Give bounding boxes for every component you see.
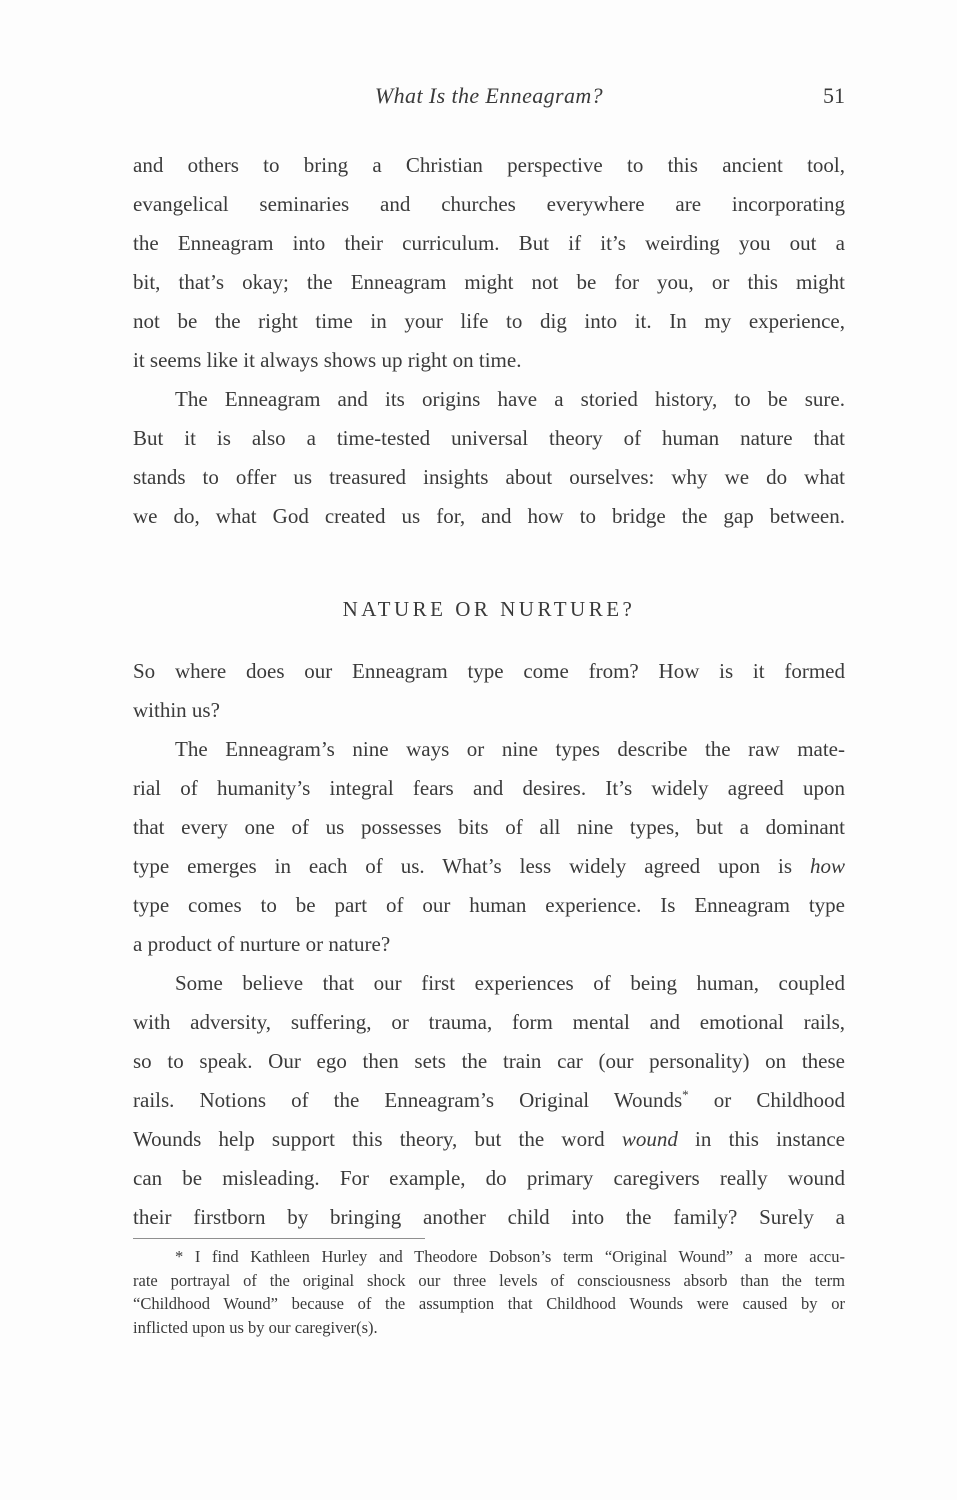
text-segment: rial of humanity’s integral fears and desires. It’s widely agreed upon [133, 776, 845, 800]
text-segment: Some believe that our first experiences of being human, coupled [175, 971, 845, 995]
paragraphs-after-heading [133, 652, 845, 1237]
text-line [133, 808, 845, 847]
footnote-rule [133, 1238, 425, 1239]
text-segment: within us? [133, 698, 220, 722]
text-line [133, 185, 845, 224]
text-segment: in this instance [677, 1127, 845, 1151]
text-segment: that every one of us possesses bits of all nine types, but a dominant [133, 815, 845, 839]
page-header [133, 82, 845, 112]
text-segment: rate portrayal of the original shock our three levels of consciousness absorb than the term [133, 1270, 845, 1290]
text-segment: rails. Notions of the Enneagram’s Original Wounds [133, 1088, 683, 1112]
text-line [133, 1245, 845, 1269]
text-segment: their firstborn by bringing another child into the family? Surely a [133, 1205, 845, 1229]
footnote-lines [133, 1245, 845, 1339]
text-line [133, 1120, 845, 1159]
footnote-marker: * [682, 1087, 689, 1102]
text-segment: bit, that’s okay; the Enneagram might not be for you, or this might [133, 270, 845, 294]
text-line [133, 1269, 845, 1293]
text-segment: type comes to be part of our human experience. Is Enneagram type [133, 893, 845, 917]
text-line [133, 1003, 845, 1042]
paragraph [133, 380, 845, 536]
text-line [133, 1042, 845, 1081]
text-line [133, 302, 845, 341]
paragraphs-before-heading [133, 146, 845, 536]
text-line [133, 847, 845, 886]
text-segment: “Childhood Wound” because of the assumption that Childhood Wounds were caused by or [133, 1294, 845, 1313]
text-segment: so to speak. Our ego then sets the train car (our personality) on these [133, 1049, 845, 1073]
text-segment: can be misleading. For example, do primary caregivers really wound [133, 1166, 845, 1190]
text-line [133, 380, 845, 419]
text-line [133, 886, 845, 925]
paragraph [133, 146, 845, 380]
paragraph [133, 964, 845, 1237]
text-line [133, 1198, 845, 1237]
text-line [133, 419, 845, 458]
text-line [133, 1316, 845, 1340]
text-segment: * I find Kathleen Hurley and Theodore Dobson’s term “Original Wound” a more accu- [175, 1247, 845, 1266]
body-text [133, 146, 845, 1237]
text-segment: The Enneagram and its origins have a storied history, to be sure. [175, 387, 845, 411]
italic-text: wound [621, 1127, 678, 1151]
text-segment: stands to offer us treasured insights about ourselves: why we do what [133, 465, 845, 489]
text-line [133, 341, 845, 380]
text-segment: and others to bring a Christian perspective to this ancient tool, [133, 153, 845, 177]
text-line [133, 224, 845, 263]
text-segment: inflicted upon us by our caregiver(s). [133, 1317, 378, 1337]
text-line [133, 1292, 845, 1316]
text-line [133, 458, 845, 497]
text-line [133, 964, 845, 1003]
text-segment: evangelical seminaries and churches everywhere are incorporating [133, 192, 845, 216]
text-segment: not be the right time in your life to dig into it. In my experience, [133, 309, 845, 333]
text-line [133, 146, 845, 185]
text-line [133, 652, 845, 691]
text-line [133, 691, 845, 730]
page-number: 51 [823, 83, 845, 108]
text-segment: The Enneagram’s nine ways or nine types describe the raw mate- [175, 737, 845, 761]
footnote [133, 1238, 845, 1339]
text-segment: the Enneagram into their curriculum. But if it’s weirding you out a [133, 231, 845, 255]
italic-text: how [809, 854, 845, 878]
text-line [133, 769, 845, 808]
text-line [133, 1081, 845, 1120]
text-segment: a product of nurture or nature? [133, 932, 391, 956]
running-head: What Is the Enneagram? [374, 83, 604, 108]
text-segment: type emerges in each of us. What’s less widely agreed upon is [133, 854, 810, 878]
text-segment: with adversity, suffering, or trauma, form mental and emotional rails, [133, 1010, 845, 1034]
text-line [133, 497, 845, 536]
text-segment: we do, what God created us for, and how to bridge the gap between. [133, 504, 845, 528]
text-segment: So where does our Enneagram type come from? How is it formed [133, 659, 845, 683]
section-heading: NATURE OR NURTURE? [342, 597, 636, 621]
text-segment: But it is also a time-tested universal theory of human nature that [133, 426, 845, 450]
text-line [133, 263, 845, 302]
paragraph [133, 730, 845, 964]
text-line [133, 730, 845, 769]
text-segment: Wounds help support this theory, but the word [133, 1127, 622, 1151]
text-line [133, 1159, 845, 1198]
text-segment: or Childhood [688, 1088, 845, 1112]
paragraph [133, 652, 845, 730]
text-line [133, 925, 845, 964]
text-segment: it seems like it always shows up right on time. [133, 348, 522, 372]
